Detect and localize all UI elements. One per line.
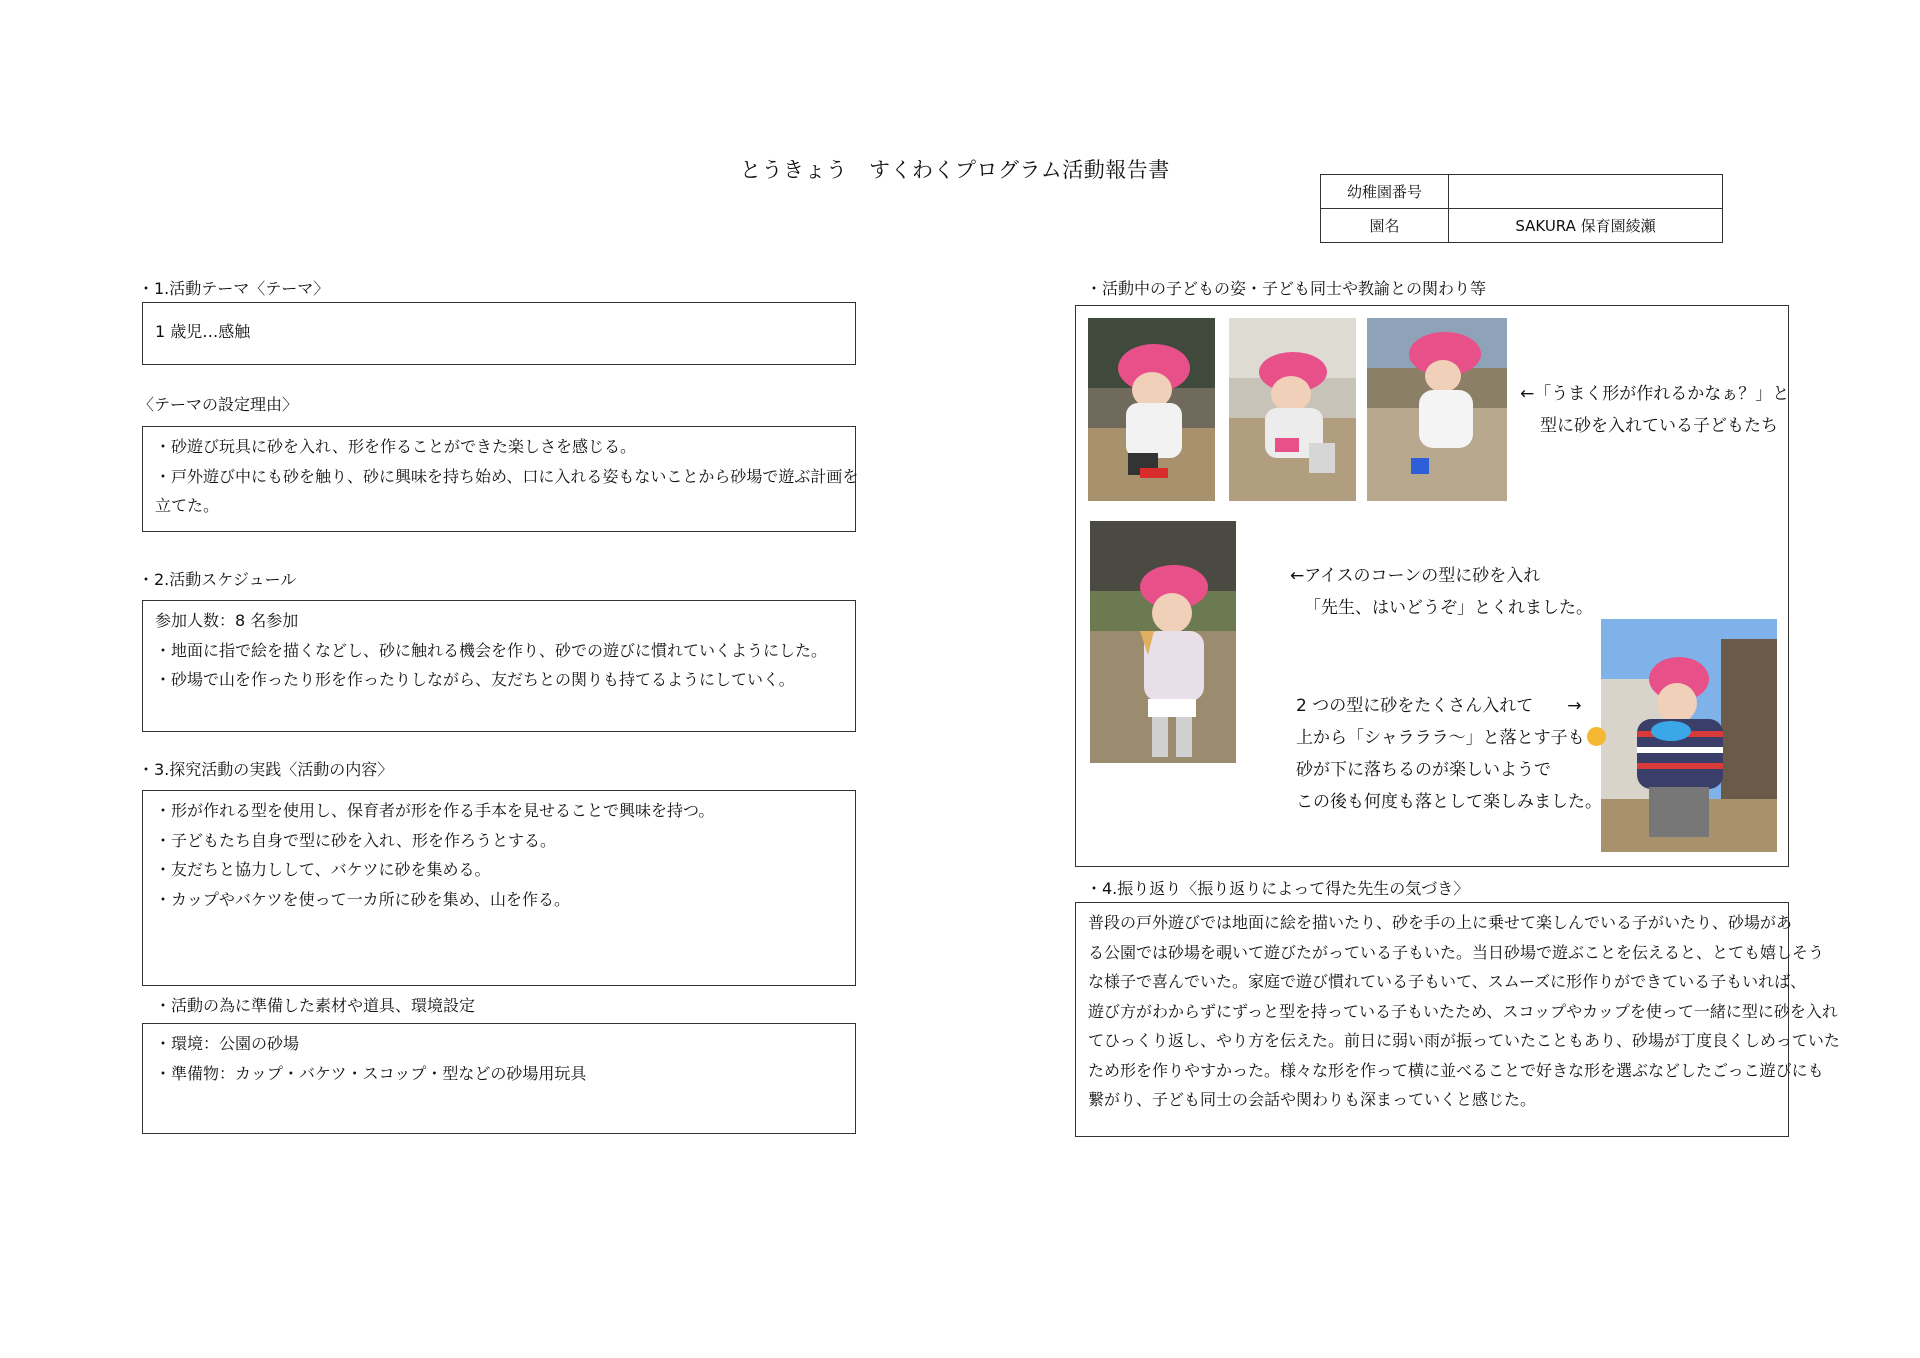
- practice-box: [142, 790, 856, 986]
- caption-3-line: 2 つの型に砂をたくさん入れて →: [1296, 696, 1582, 716]
- caption-1-line: 型に砂を入れている子どもたち: [1540, 416, 1778, 436]
- reflection-line: 遊び方がわからずにずっと型を持っている子もいたため、スコップやカップを使って一緒に型に砂を入れ: [1088, 1001, 1838, 1021]
- caption-3-line: 上から「シャラララ〜」と落とす子も: [1296, 728, 1585, 748]
- practice-line: ・子どもたち自身で型に砂を入れ、形を作ろうとする。: [155, 830, 556, 850]
- theme-label: ・1.活動テーマ〈テーマ〉: [138, 279, 330, 298]
- reflection-box: [1075, 902, 1840, 1137]
- reason-line: 立てた。: [155, 496, 220, 515]
- schedule-line: ・地面に指で絵を描くなどし、砂に触れる機会を作り、砂での遊びに慣れていくようにした。: [155, 640, 828, 660]
- reflection-line: てひっくり返し、やり方を伝えた。前日に弱い雨が振っていたこともあり、砂場が丁度良くしめっていた: [1088, 1031, 1840, 1050]
- reflection-line: な様子で喜んでいた。家庭で遊び慣れている子もいて、スムーズに形作りができている子もいれば、: [1088, 972, 1807, 991]
- materials-box: [142, 1023, 856, 1134]
- kindergarten-name-label: 園名: [1321, 209, 1449, 243]
- theme-box: [142, 302, 856, 365]
- kindergarten-name-value: SAKURA 保育園綾瀬: [1449, 209, 1723, 243]
- practice-line: ・カップやバケツを使って一カ所に砂を集め、山を作る。: [155, 889, 571, 909]
- theme-reason-box: [142, 426, 859, 532]
- materials-line: ・準備物：カップ・バケツ・スコップ・型などの砂場用玩具: [155, 1063, 587, 1083]
- page-title: とうきょう すくわくプログラム活動報告書: [740, 158, 1170, 182]
- child-photo-4: [1090, 521, 1236, 763]
- schedule-line: 参加人数：8 名参加: [155, 611, 299, 630]
- schedule-box: [142, 600, 856, 732]
- reflection-line: 普段の戸外遊びでは地面に絵を描いたり、砂を手の上に乗せて楽しんでいる子がいたり、砂場があ: [1088, 913, 1793, 932]
- practice-line: ・友だちと協力しして、バケツに砂を集める。: [155, 860, 491, 879]
- kindergarten-number-value: [1449, 175, 1723, 209]
- materials-line: ・環境：公園の砂場: [155, 1034, 300, 1053]
- caption-1-line: ←「うまく形が作れるかなぁ？」と: [1520, 384, 1790, 404]
- child-photo-1: [1088, 318, 1215, 501]
- reflection-line: る公園では砂場を覗いて遊びたがっている子もいた。当日砂場で遊ぶことを伝えると、とても嬉しそう: [1088, 942, 1825, 962]
- smile-emoji-icon: [1587, 727, 1606, 746]
- caption-2-line: ←アイスのコーンの型に砂を入れ: [1290, 566, 1541, 586]
- caption-3-line: この後も何度も落として楽しみました。: [1296, 792, 1602, 812]
- schedule-label: ・2.活動スケジュール: [138, 570, 297, 589]
- reflection-label: ・4.振り返り〈振り返りによって得た先生の気づき〉: [1086, 879, 1470, 898]
- reflection-line: ため形を作りやすかった。様々な形を作って横に並べることで好きな形を選ぶなどしたごっこ遊びにも: [1088, 1060, 1824, 1080]
- kindergarten-info-table: [1320, 174, 1723, 243]
- caption-1: [1520, 378, 1789, 442]
- materials-label: ・活動の為に準備した素材や道具、環境設定: [155, 996, 476, 1015]
- kindergarten-number-label: 幼稚園番号: [1321, 175, 1449, 209]
- caption-2-line: 「先生、はいどうぞ」とくれました。: [1304, 598, 1593, 618]
- caption-3: [1296, 690, 1606, 818]
- schedule-line: ・砂場で山を作ったり形を作ったりしながら、友だちとの関りも持てるようにしていく。: [155, 670, 795, 689]
- child-photo-5: [1601, 619, 1777, 852]
- reason-line: ・砂遊び玩具に砂を入れ、形を作ることができた楽しさを感じる。: [155, 437, 636, 456]
- practice-line: ・形が作れる型を使用し、保育者が形を作る手本を見せることで興味を持つ。: [155, 801, 715, 820]
- theme-reason-label: 〈テーマの設定理由〉: [138, 395, 299, 414]
- child-photo-2: [1229, 318, 1356, 501]
- practice-label: ・3.探究活動の実践〈活動の内容〉: [138, 760, 394, 779]
- reflection-line: 繋がり、子ども同士の会話や関わりも深まっていくと感じた。: [1088, 1090, 1537, 1109]
- children-label: ・活動中の子どもの姿・子ども同士や教諭との関わり等: [1086, 279, 1487, 298]
- caption-3-line: 砂が下に落ちるのが楽しいようで: [1296, 760, 1551, 780]
- theme-text: 1 歳児…感触: [155, 322, 251, 341]
- reason-line: ・戸外遊び中にも砂を触り、砂に興味を持ち始め、口に入れる姿もないことから砂場で遊ぶ計画を: [155, 466, 859, 486]
- caption-3-line-with-emoji: [1296, 722, 1606, 754]
- caption-2: [1290, 560, 1593, 624]
- child-photo-3: [1367, 318, 1507, 501]
